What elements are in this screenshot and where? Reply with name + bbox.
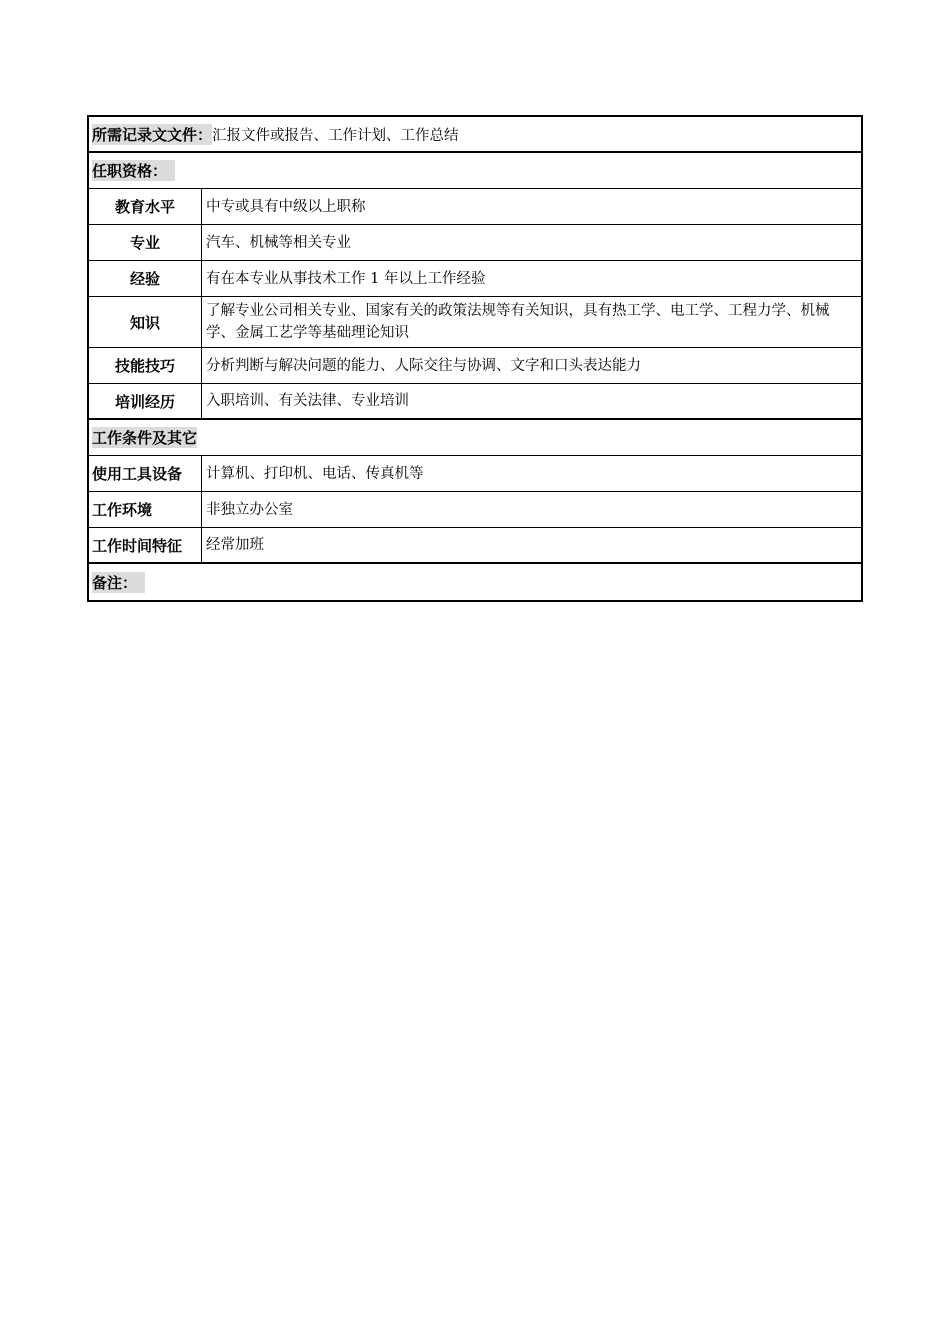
skills-label: 技能技巧 bbox=[89, 348, 202, 383]
skills-value: 分析判断与解决问题的能力、人际交往与协调、文字和口头表达能力 bbox=[206, 357, 641, 374]
conditions-header bbox=[89, 420, 861, 456]
worktime-value: 经常加班 bbox=[206, 537, 264, 553]
experience-value: 有在本专业从事技术工作 1 年以上工作经验 bbox=[206, 270, 486, 287]
education-value: 中专或具有中级以上职称 bbox=[206, 198, 366, 215]
remarks-row bbox=[89, 564, 861, 600]
tools-label: 使用工具设备 bbox=[89, 456, 202, 491]
condition-row-worktime bbox=[89, 528, 861, 564]
qualification-row-education bbox=[89, 189, 861, 225]
knowledge-value: 了解专业公司相关专业、国家有关的政策法规等有关知识，具有热工学、电工学、工程力学、机械学、金属工艺学等基础理论知识 bbox=[206, 303, 830, 341]
conditions-title: 工作条件及其它 bbox=[92, 429, 198, 447]
training-label: 培训经历 bbox=[89, 384, 202, 418]
qualifications-title: 任职资格： bbox=[92, 160, 175, 181]
qualification-row-experience bbox=[89, 261, 861, 297]
records-value: 汇报文件或报告、工作计划、工作总结 bbox=[212, 127, 459, 144]
tools-value: 计算机、打印机、电话、传真机等 bbox=[206, 465, 424, 482]
qualification-row-training bbox=[89, 384, 861, 420]
records-label: 所需记录文文件： bbox=[92, 125, 213, 144]
remarks-label: 备注： bbox=[92, 572, 145, 593]
qualification-row-knowledge bbox=[89, 297, 861, 348]
environment-value: 非独立办公室 bbox=[206, 501, 293, 518]
major-value: 汽车、机械等相关专业 bbox=[206, 234, 351, 251]
qualifications-header bbox=[89, 153, 861, 189]
major-label: 专业 bbox=[89, 225, 202, 260]
knowledge-label: 知识 bbox=[89, 297, 202, 347]
condition-row-tools bbox=[89, 456, 861, 492]
condition-row-environment bbox=[89, 492, 861, 528]
records-row bbox=[89, 117, 861, 153]
training-value: 入职培训、有关法律、专业培训 bbox=[206, 393, 409, 409]
environment-label: 工作环境 bbox=[89, 492, 202, 527]
worktime-label: 工作时间特征 bbox=[89, 528, 202, 562]
job-description-table bbox=[87, 115, 863, 602]
experience-label: 经验 bbox=[89, 261, 202, 296]
education-label: 教育水平 bbox=[89, 189, 202, 224]
qualification-row-skills bbox=[89, 348, 861, 384]
qualification-row-major bbox=[89, 225, 861, 261]
